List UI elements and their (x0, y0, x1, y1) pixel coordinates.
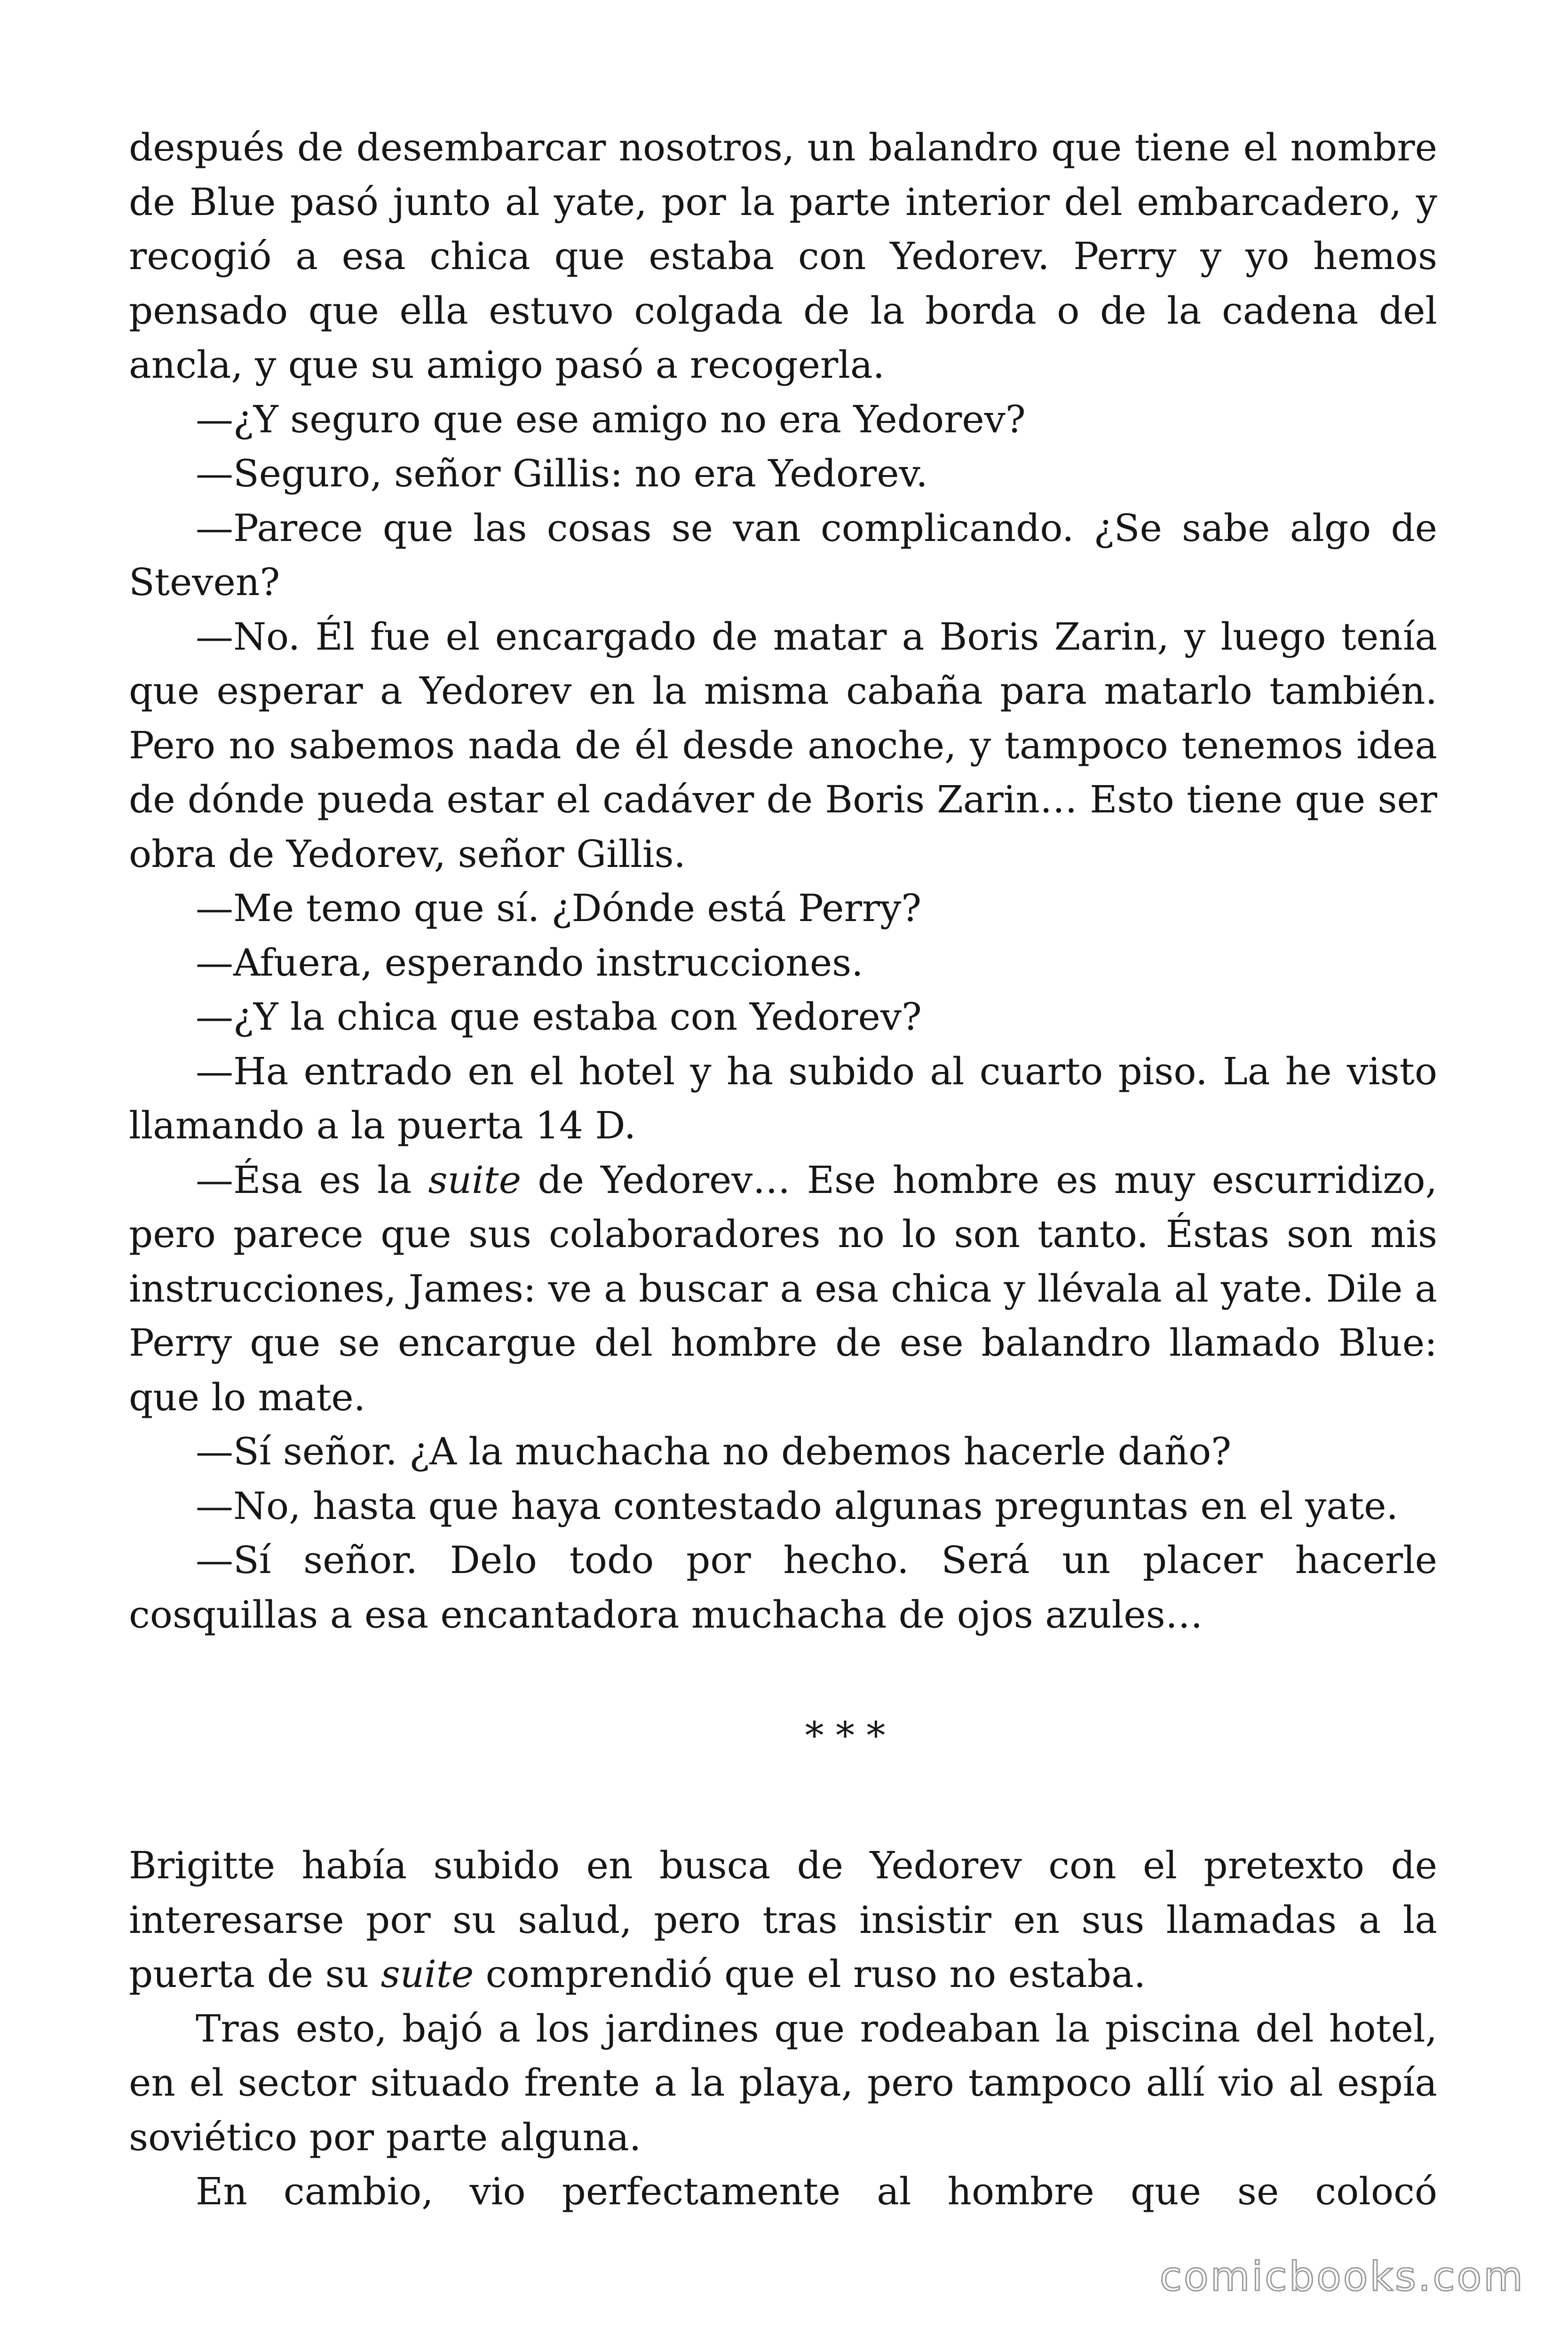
text-run: de Yedorev… Ese hombre es muy escurridizo, pero parece que sus colaboradores no lo son tanto. Éstas son mis instrucciones, James: ve a buscar a esa chica y llévala al yate. Dile a Perry que se encargue del hombre de ese balandro llamado Blue: que lo mate. (129, 1158, 1438, 1419)
italic-term: suite (380, 1952, 474, 1996)
text-run: —Ésa es la (196, 1158, 428, 1202)
paragraph: —Afuera, esperando instrucciones. (196, 940, 863, 985)
section-separator: * * * (805, 1714, 886, 1757)
paragraph: —Sí señor. Delo todo por hecho. Será un placer hacerle cosquillas a esa encantadora muchacha de ojos azules… (129, 1538, 1437, 1637)
paragraph (129, 1838, 1437, 2002)
paragraph: después de desembarcar nosotros, un balandro que tiene el nombre de Blue pasó junto al yate, por la parte interior del embarcadero, y recogió a esa chica que estaba con Yedorev. Perry y yo hemos pensado que ella estuvo colgada de la borda o de la cadena del ancla, y que su amigo pasó a recogerla. (129, 126, 1437, 387)
paragraph: —Me temo que sí. ¿Dónde está Perry? (196, 886, 922, 930)
paragraph: Tras esto, bajó a los jardines que rodeaban la piscina del hotel, en el sector situado frente a la playa, pero tampoco allí vio al espía soviético por parte alguna. (129, 2006, 1437, 2159)
watermark: comicbooks.com (1159, 2253, 1525, 2300)
paragraph: En cambio, vio perfectamente al hombre que se colocó (196, 2169, 1437, 2213)
paragraph: —Seguro, señor Gillis: no era Yedorev. (196, 452, 928, 495)
text-run: Brigitte había subido en busca de Yedorev con el pretexto de interesarse por su salud, pero tras insistir en sus llamadas a la puerta de su (129, 1843, 1437, 1996)
text-run: comprendió que el ruso no estaba. (474, 1952, 1146, 1996)
italic-term: suite (428, 1158, 522, 1202)
paragraph: —Ha entrado en el hotel y ha subido al cuarto piso. La he visto llamando a la puerta 14 D. (129, 1049, 1437, 1147)
paragraph: —Parece que las cosas se van complicando. ¿Se sabe algo de Steven? (129, 506, 1437, 604)
paragraph: —No. Él fue el encargado de matar a Boris Zarin, y luego tenía que esperar a Yedorev en la misma cabaña para matarlo también. Pero no sabemos nada de él desde anoche, y tampoco tenemos idea de dónde pueda estar el cadáver de Boris Zarin… Esto tiene que ser obra de Yedorev, señor Gillis. (129, 614, 1437, 876)
text-block-lower (129, 1838, 1437, 2219)
paragraph: —¿Y seguro que ese amigo no era Yedorev? (196, 397, 1026, 441)
paragraph: —¿Y la chica que estaba con Yedorev? (196, 995, 922, 1039)
paragraph (129, 1153, 1437, 1425)
paragraph: —No, hasta que haya contestado algunas preguntas en el yate. (196, 1484, 1398, 1528)
paragraph: —Sí señor. ¿A la muchacha no debemos hacerle daño? (196, 1430, 1232, 1473)
text-block-upper (129, 120, 1437, 1642)
